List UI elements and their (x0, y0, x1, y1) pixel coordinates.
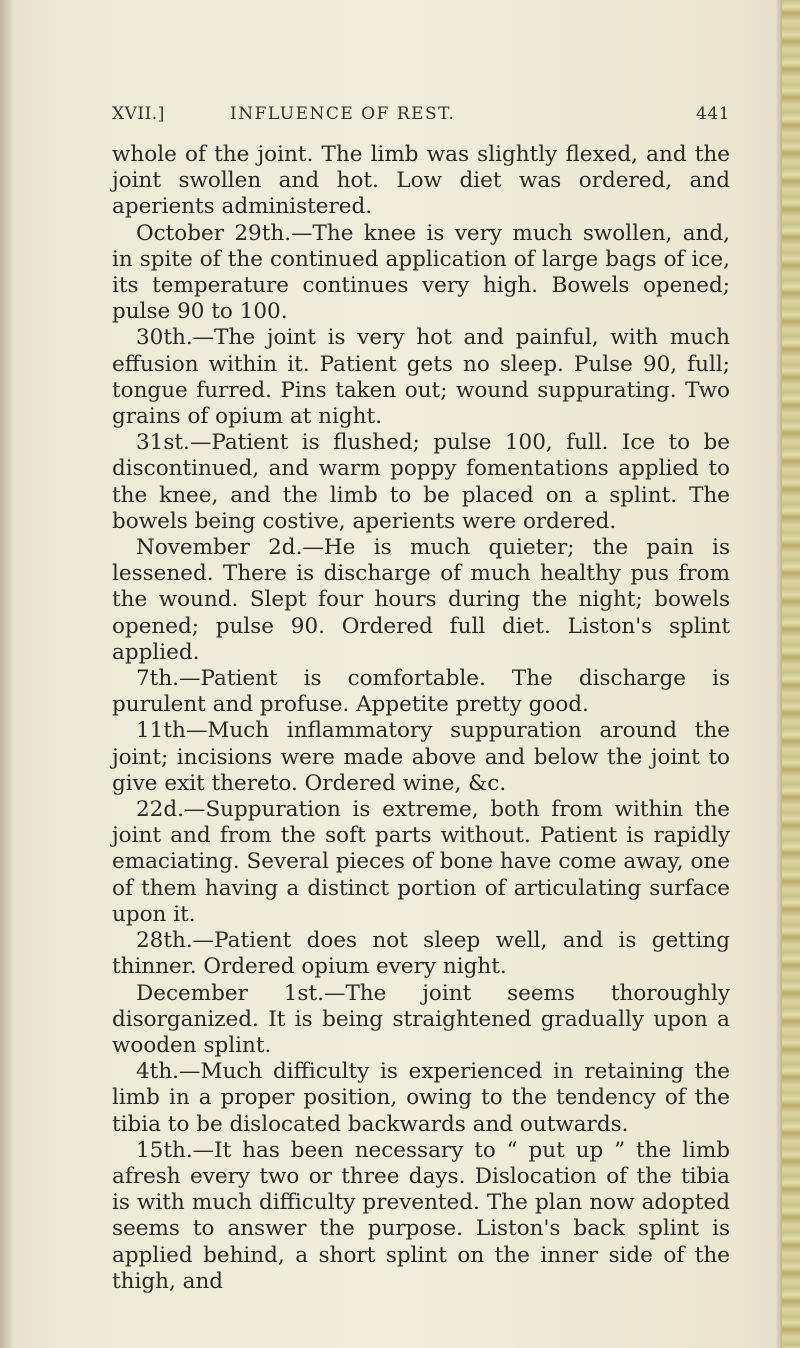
paragraph: October 29th.—The knee is very much swollen, and, in spite of the continued application of large bags of ice, its temperature continues very high. Bowels opened; pulse 90 to 100. (112, 220, 730, 325)
paragraph: 30th.—The joint is very hot and painful, with much effusion within it. Patient gets no sleep. Pulse 90, full; tongue furred. Pins taken out; wound suppurating. Two grains of opium at night. (112, 325, 730, 430)
paragraph: 22d.—Suppuration is extreme, both from within the joint and from the soft parts without. Patient is rapidly emaciating. Several pieces of bone have come away, one of them having a distinct portion of articulating surface upon it. (112, 797, 730, 927)
running-header (112, 104, 730, 128)
paragraph: whole of the joint. The limb was slightly flexed, and the joint swollen and hot. Low diet was ordered, and aperients administered. (112, 142, 730, 220)
paragraph: 4th.—Much difficulty is experienced in retaining the limb in a proper position, owing to the tendency of the tibia to be dislocated backwards and outwards. (112, 1059, 730, 1137)
paragraph: 15th.—It has been necessary to “ put up ” the limb afresh every two or three days. Dislocation of the tibia is with much difficulty prevented. The plan now adopted seems to answer the purpose. Liston's back splint is applied behind, a short splint on the inner side of the thigh, and (112, 1137, 730, 1294)
page-edge (782, 0, 800, 1348)
chapter-number: XVII.] (112, 104, 165, 124)
paragraph: December 1st.—The joint seems thoroughly disorganized. It is being straightened gradually upon a wooden splint. (112, 980, 730, 1058)
page-gutter-shadow (0, 0, 14, 1348)
paragraph: November 2d.—He is much quieter; the pain is lessened. There is discharge of much healthy pus from the wound. Slept four hours during the night; bowels opened; pulse 90. Ordered full diet. Liston's splint applied. (112, 535, 730, 665)
paragraph: 31st.—Patient is flushed; pulse 100, full. Ice to be discontinued, and warm poppy fomentations applied to the knee, and the limb to be placed on a splint. The bowels being costive, aperients were ordered. (112, 430, 730, 534)
paragraph: 7th.—Patient is comfortable. The discharge is purulent and profuse. Appetite pretty good. (112, 666, 730, 718)
paragraph: 11th—Much inflammatory suppuration around the joint; incisions were made above and below the joint to give exit thereto. Ordered wine, &c. (112, 718, 730, 796)
body-text (112, 142, 730, 1295)
page-number: 441 (696, 104, 730, 124)
running-title: INFLUENCE OF REST. (230, 104, 456, 124)
paragraph: 28th.—Patient does not sleep well, and is getting thinner. Ordered opium every night. (112, 928, 730, 980)
